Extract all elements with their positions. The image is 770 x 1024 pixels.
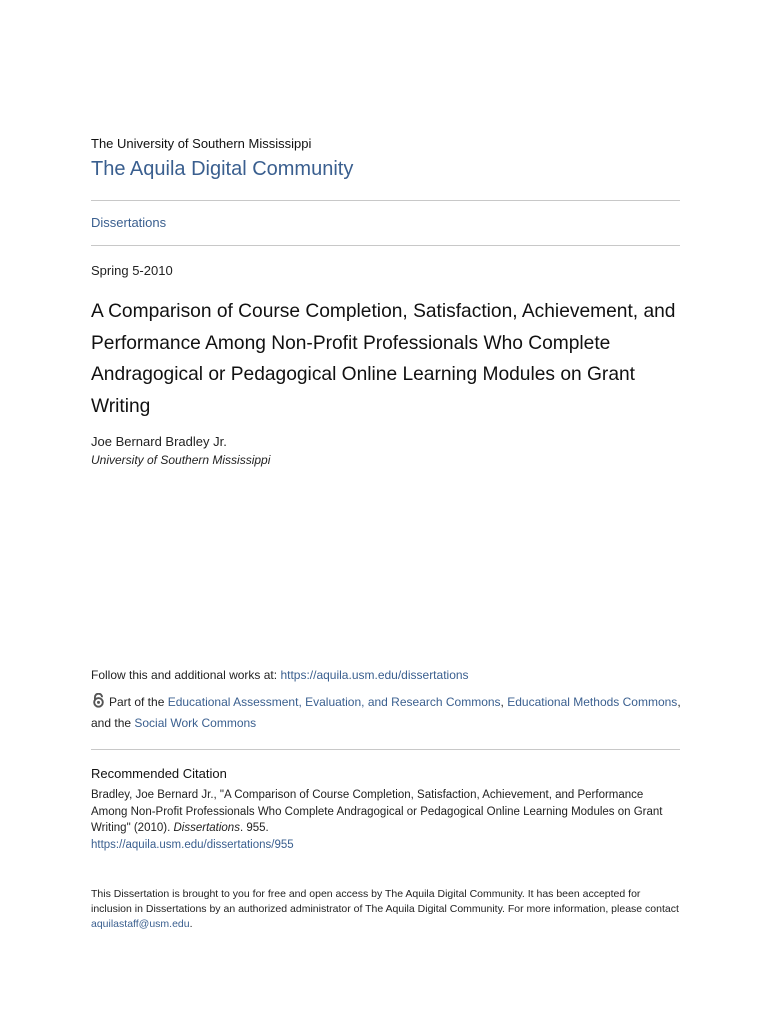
footer-notice [91, 887, 681, 932]
citation-body [91, 787, 681, 853]
author-affiliation: University of Southern Mississippi [91, 453, 271, 467]
follow-url-link[interactable]: https://aquila.usm.edu/dissertations [280, 668, 469, 682]
author-name: Joe Bernard Bradley Jr. [91, 434, 227, 449]
publication-date: Spring 5-2010 [91, 263, 173, 278]
citation-journal: Dissertations [173, 822, 240, 834]
contact-email-link[interactable]: aquilastaff@usm.edu [91, 918, 190, 930]
commons-link-social-work[interactable]: Social Work Commons [134, 716, 257, 730]
citation-url-link[interactable]: https://aquila.usm.edu/dissertations/955 [91, 838, 294, 851]
document-title: A Comparison of Course Completion, Satisfaction, Achievement, and Performance Among Non-Profit Professionals Who Complete Andragogical or Pedagogical Online Learning Modules on Grant Writing [91, 301, 676, 417]
divider [91, 200, 680, 201]
citation-text: Bradley, Joe Bernard Jr., "A Comparison of Course Completion, Satisfaction, Achievement, and Performance Among Non-Profit Professionals Who Complete Andragogical or Pedagogical Online Learning Modules on Grant Writing" (2010). [91, 789, 663, 834]
open-access-icon [91, 693, 106, 708]
footer-end: . [189, 918, 193, 930]
separator: , and the [91, 695, 681, 730]
follow-line [91, 668, 469, 682]
footer-text: This Dissertation is brought to you for free and open access by The Aquila Digital Community. It has been accepted for inclusion in Dissertations by an authorized administrator of The Aquila Digital Community. For more information, please contact [91, 888, 679, 915]
divider [91, 245, 680, 246]
university-name: The University of Southern Mississippi [91, 136, 312, 151]
divider [91, 749, 680, 750]
series-link[interactable]: Dissertations [91, 215, 167, 230]
commons-link-assessment[interactable]: Educational Assessment, Evaluation, and Research Commons [167, 695, 501, 709]
separator: , [500, 695, 508, 709]
part-of-line [91, 692, 681, 734]
part-of-prefix: Part of the [109, 695, 168, 709]
follow-prefix: Follow this and additional works at: [91, 668, 281, 682]
citation-number: . 955. [239, 822, 269, 834]
citation-heading: Recommended Citation [91, 766, 227, 781]
commons-link-methods[interactable]: Educational Methods Commons [507, 695, 678, 709]
community-link[interactable]: The Aquila Digital Community [91, 158, 354, 180]
